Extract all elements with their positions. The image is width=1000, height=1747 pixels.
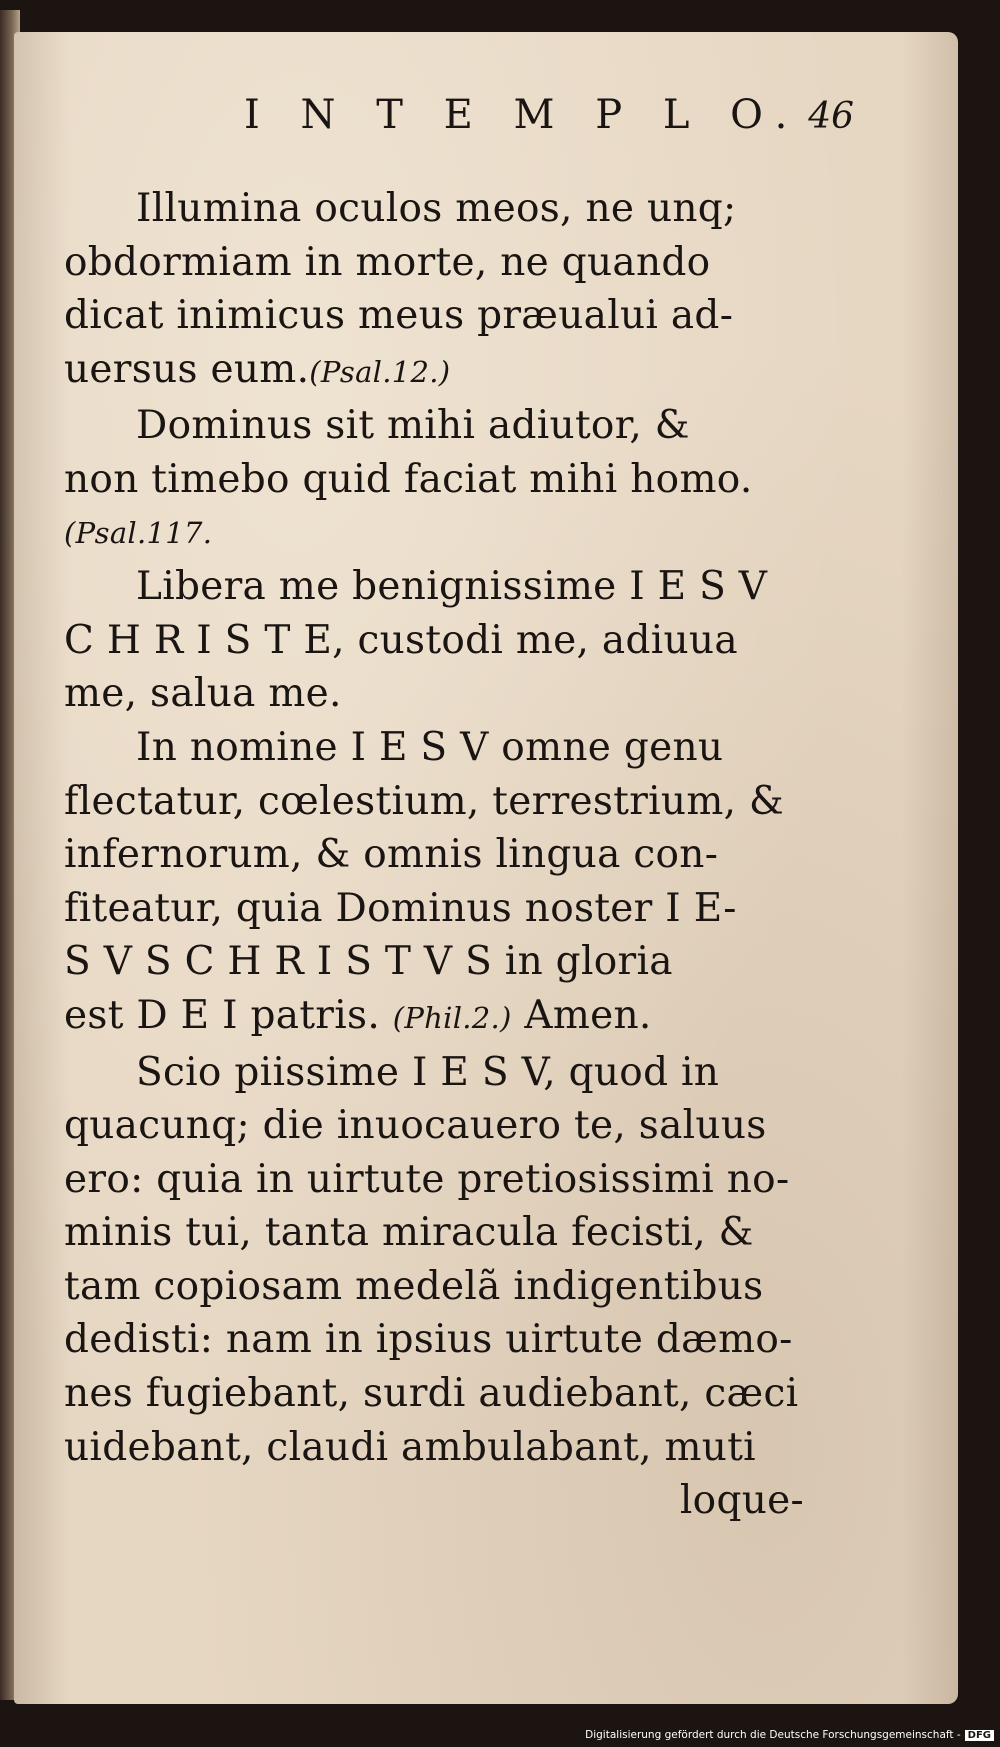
catchword-text: loque-: [679, 1478, 804, 1524]
text-line: In nomine I E S V omne genu: [136, 724, 724, 770]
text-line: me, salua me.: [64, 671, 342, 717]
text-line: C H R I S T E, custodi me, adiuua: [64, 617, 738, 663]
text-line: [64, 343, 804, 400]
text-segment: Amen.: [511, 992, 652, 1038]
paragraph-4: [64, 721, 804, 1046]
text-line: [64, 989, 804, 1046]
text-line: infernorum, & omnis lingua con-: [64, 832, 719, 878]
text-line: Libera me benignissime I E S V: [136, 564, 768, 610]
paragraph-1: [64, 182, 804, 399]
book-page: [14, 32, 958, 1704]
paragraph-5: [64, 1046, 804, 1475]
body-text: [64, 182, 804, 1528]
text-line: fiteatur, quia Dominus noster I E-: [64, 885, 737, 931]
running-head-title: I N T E M P L O.: [244, 92, 802, 138]
catchword: [64, 1474, 804, 1528]
credit-text: Digitalisierung gefördert durch die Deutsche Forschungsgemeinschaft -: [585, 1729, 961, 1741]
text-line: Scio piissime I E S V, quod in: [136, 1049, 720, 1095]
text-line: ero: quia in uirtute pretiosissimi no-: [64, 1156, 790, 1202]
scripture-reference: (Psal.117.: [64, 515, 213, 550]
running-head: [184, 92, 884, 152]
scripture-reference: (Psal.12.): [309, 354, 451, 389]
page-number: 46: [808, 96, 854, 137]
text-line: minis tui, tanta miracula fecisti, &: [64, 1210, 754, 1256]
text-segment: uersus eum.: [64, 346, 310, 392]
text-segment: est D E I patris.: [64, 992, 381, 1038]
text-line: nes fugiebant, surdi audiebant, cæci: [64, 1371, 799, 1417]
text-line: uidebant, claudi ambulabant, muti: [64, 1424, 756, 1470]
paragraph-3: [64, 560, 804, 721]
digitization-credit: [585, 1729, 994, 1741]
text-line: dicat inimicus meus præualui ad-: [64, 293, 734, 339]
text-line: Dominus sit mihi adiutor, &: [136, 403, 690, 449]
text-line: non timebo quid faciat mihi homo.: [64, 456, 753, 502]
text-line: Illumina oculos meos, ne unq;: [136, 186, 737, 231]
text-line: flectatur, cœlestium, terrestrium, &: [64, 778, 785, 824]
text-line: obdormiam in morte, ne quando: [64, 239, 711, 285]
text-line: tam copiosam medelã indigentibus: [64, 1263, 764, 1309]
text-line: quacunq; die inuocauero te, saluus: [64, 1103, 767, 1149]
paragraph-2: [64, 399, 804, 560]
scripture-reference: (Phil.2.): [392, 1000, 512, 1035]
text-line: S V S C H R I S T V S in gloria: [64, 939, 673, 985]
text-line: dedisti: nam in ipsius uirtute dæmo-: [64, 1317, 793, 1363]
dfg-logo: DFG: [965, 1730, 994, 1741]
